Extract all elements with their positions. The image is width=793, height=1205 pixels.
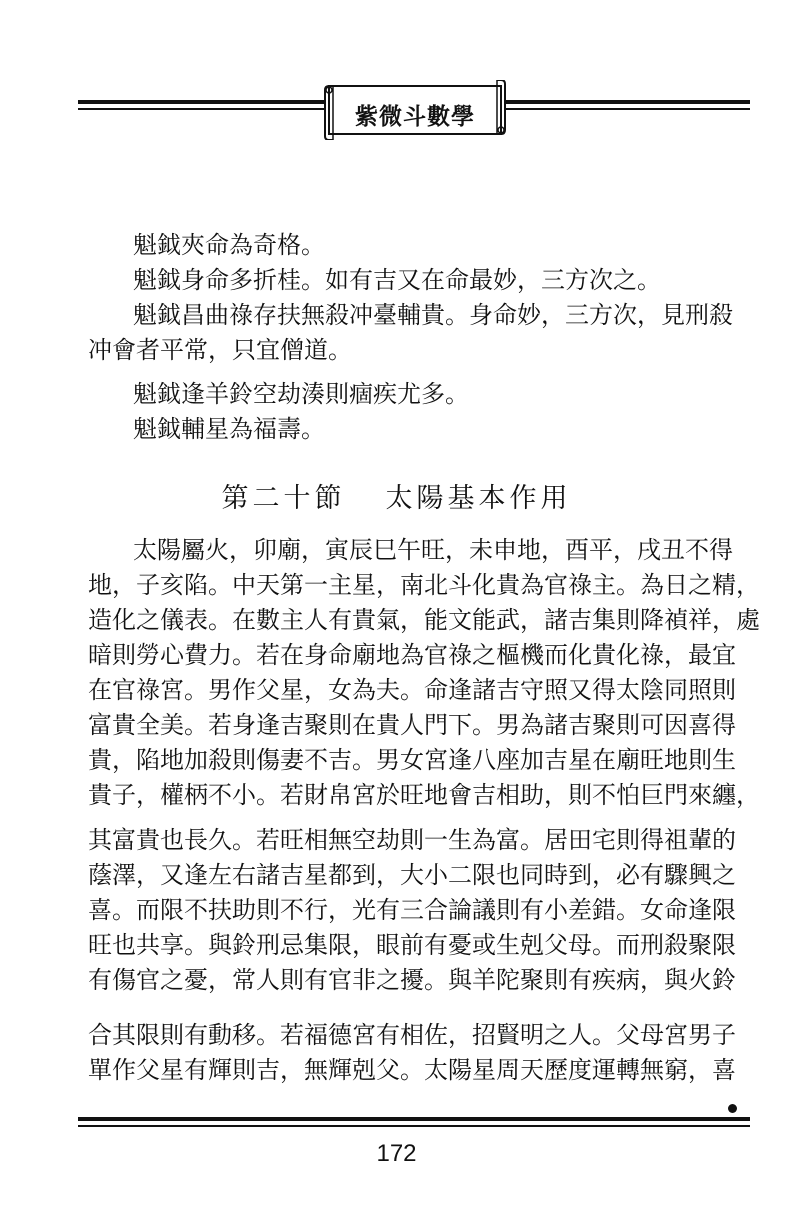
section-heading: [0, 476, 793, 515]
text-line: 蔭澤，又逢左右諸吉星都到，大小二限也同時到，必有驟興之: [88, 861, 736, 889]
text-line: 合其限則有動移。若福德宮有相佐，招賢明之人。父母宮男子: [88, 1021, 736, 1049]
text-line: 魁鉞夾命為奇格。: [133, 231, 325, 259]
header-rule-right: [506, 100, 750, 112]
text-line: 在官祿宮。男作父星，女為夫。命逢諸吉守照又得太陰同照則: [88, 676, 736, 704]
text-line: 魁鉞身命多折桂。如有吉又在命最妙，三方次之。: [133, 266, 661, 294]
text-line: 冲會者平常，只宜僧道。: [88, 336, 352, 364]
text-line: 有傷官之憂，常人則有官非之擾。與羊陀聚則有疾病，與火鈴: [88, 966, 736, 994]
text-line: 單作父星有輝則吉，無輝剋父。太陽星周天歷度運轉無窮，喜: [88, 1056, 736, 1084]
text-line: 魁鉞輔星為福壽。: [133, 415, 325, 443]
text-line: 魁鉞昌曲祿存扶無殺冲臺輔貴。身命妙，三方次，見刑殺: [133, 301, 733, 329]
text-line: 旺也共享。與鈴刑忌集限，眼前有憂或生剋父母。而刑殺聚限: [88, 931, 736, 959]
text-line: 太陽屬火，卯廟，寅辰巳午旺，未申地，酉平，戌丑不得: [133, 536, 733, 564]
text-line: 造化之儀表。在數主人有貴氣，能文能武，諸吉集則降禎祥，處: [88, 606, 760, 634]
text-line: 其富貴也長久。若旺相無空劫則一生為富。居田宅則得祖輩的: [88, 826, 736, 854]
text-line: 魁鉞逢羊鈴空劫湊則痼疾尤多。: [133, 380, 469, 408]
text-line: 暗則勞心費力。若在身命廟地為官祿之樞機而化貴化祿，最宜: [88, 641, 736, 669]
footer-rule: [78, 1117, 750, 1129]
text-line: 地，子亥陷。中天第一主星，南北斗化貴為官祿主。為日之精，: [88, 571, 760, 599]
bullet-dot-icon: [728, 1104, 737, 1113]
page-number: 172: [376, 1140, 417, 1167]
text-line: 貴，陷地加殺則傷妻不吉。男女宮逢八座加吉星在廟旺地則生: [88, 746, 736, 774]
page-header-title: 紫微斗數學: [355, 103, 475, 130]
text-line: 喜。而限不扶助則不行，光有三合論議則有小差錯。女命逢限: [88, 896, 736, 924]
text-line: 富貴全美。若身逢吉聚則在貴人門下。男為諸吉聚則可因喜得: [88, 711, 736, 739]
section-name: 太陽基本作用: [385, 483, 572, 514]
section-number: 第二十節: [221, 483, 346, 514]
text-line: 貴子，權柄不小。若財帛宮於旺地會吉相助，則不怕巨門來纏，: [88, 781, 760, 809]
header-rule-left: [78, 100, 324, 112]
header-banner: [323, 80, 507, 140]
